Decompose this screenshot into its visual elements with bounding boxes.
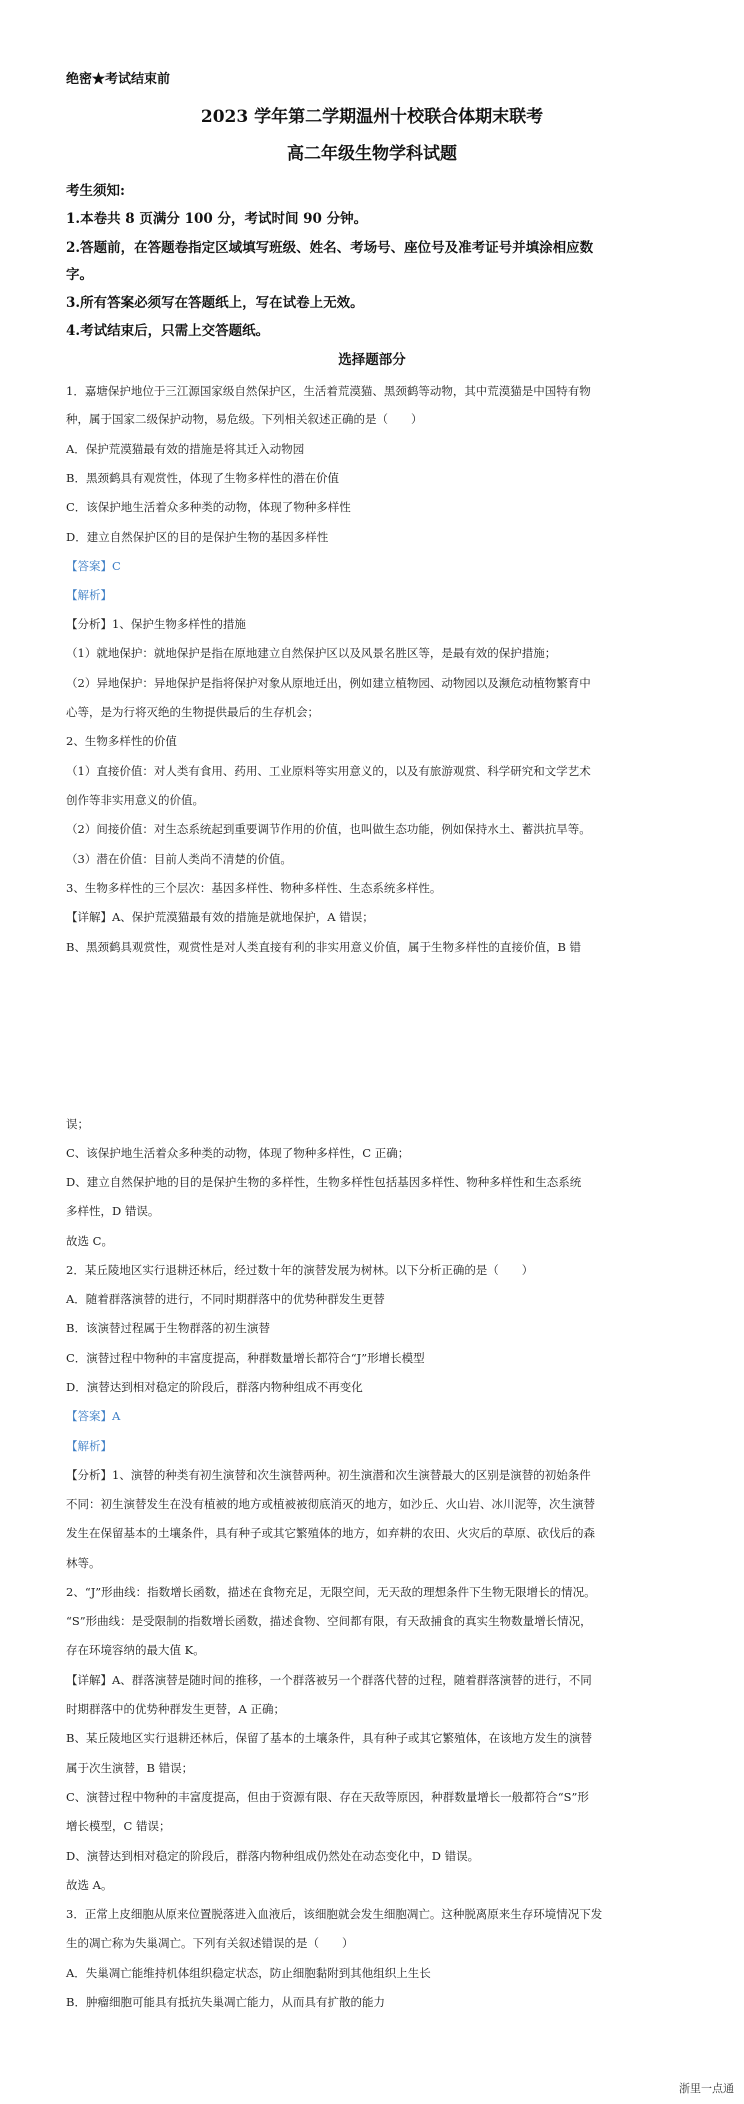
notice-item: 4.考试结束后，只需上交答题纸。 [66, 323, 270, 339]
analysis-text: 存在环境容纳的最大值 K。 [66, 1643, 205, 1657]
analysis-text: 林等。 [66, 1556, 101, 1570]
notice-item: 3.所有答案必须写在答题纸上，写在试卷上无效。 [66, 295, 364, 311]
analysis-text: （3）潜在价值：目前人类尚不清楚的价值。 [66, 852, 292, 866]
detail-text: 【详解】A、群落演替是随时间的推移，一个群落被另一个群落代替的过程，随着群落演替的进行，不同 [66, 1673, 592, 1687]
detail-text: B、某丘陵地区实行退耕还林后，保留了基本的土壤条件，具有种子或其它繁殖体，在该地方发生的演替 [66, 1731, 592, 1745]
analysis-text: 2、生物多样性的价值 [66, 734, 177, 748]
notice-heading: 考生须知: [66, 183, 125, 199]
exam-title: 2023 学年第二学期温州十校联合体期末联考 [200, 107, 544, 127]
analysis-text: （1）直接价值：对人类有食用、药用、工业原料等实用意义的，以及有旅游观赏、科学研究和文学艺术 [66, 764, 591, 778]
answer-label: 【答案】C [66, 559, 121, 573]
detail-text: B、黑颈鹤具观赏性，观赏性是对人类直接有利的非实用意义价值，属于生物多样性的直接价值，B 错 [66, 940, 582, 954]
detail-text: 多样性，D 错误。 [66, 1204, 160, 1218]
analysis-text: “S”形曲线：是受限制的指数增长函数，描述食物、空间都有限，有天敌捕食的真实生物数量增长情况， [66, 1614, 592, 1628]
exam-subtitle: 高二年级生物学科试题 [287, 144, 457, 164]
analysis-text: 【分析】1、演替的种类有初生演替和次生演替两种。初生演潜和次生演替最大的区别是演替的初始条件 [66, 1468, 591, 1482]
analysis-text: 3、生物多样性的三个层次：基因多样性、物种多样性、生态系统多样性。 [66, 881, 442, 895]
analysis-text: 心等，是为行将灭绝的生物提供最后的生存机会； [66, 705, 319, 719]
option-a: A．随着群落演替的进行，不同时期群落中的优势种群发生更替 [66, 1292, 385, 1306]
analysis-text: （2）异地保护：异地保护是指将保护对象从原地迁出，例如建立植物园、动物园以及濒危动植物繁育中 [66, 676, 591, 690]
question-stem: 2．某丘陵地区实行退耕还林后，经过数十年的演替发展为树林。以下分析正确的是（ ） [66, 1263, 534, 1277]
analysis-label: 【解析】 [66, 588, 112, 602]
option-a: A．保护荒漠猫最有效的措施是将其迁入动物园 [66, 442, 305, 456]
analysis-text: 不同：初生演替发生在没有植被的地方或植被被彻底消灭的地方，如沙丘、火山岩、冰川泥等，次生演替 [66, 1497, 595, 1511]
option-d: D．演替达到相对稳定的阶段后，群落内物种组成不再变化 [66, 1380, 363, 1394]
answer-label: 【答案】A [66, 1409, 121, 1423]
detail-text: 故选 C。 [66, 1234, 113, 1248]
analysis-text: 发生在保留基本的土壤条件，具有种子或其它繁殖体的地方，如弃耕的农田、火灾后的草原、砍伐后的森 [66, 1526, 595, 1540]
detail-text: C、该保护地生活着众多种类的动物，体现了物种多样性，C 正确； [66, 1146, 410, 1160]
option-b: B．该演替过程属于生物群落的初生演替 [66, 1321, 270, 1335]
option-b: B．肿瘤细胞可能具有抵抗失巢凋亡能力，从而具有扩散的能力 [66, 1995, 385, 2009]
option-c: C．演替过程中物种的丰富度提高，种群数量增长都符合“J”形增长模型 [66, 1351, 425, 1365]
question-stem: 生的凋亡称为失巢凋亡。下列有关叙述错误的是（ ） [66, 1936, 354, 1950]
analysis-text: 【分析】1、保护生物多样性的措施 [66, 617, 246, 631]
option-a: A．失巢凋亡能维持机体组织稳定状态，防止细胞黏附到其他组织上生长 [66, 1966, 431, 1980]
option-b: B．黑颈鹤具有观赏性，体现了生物多样性的潜在价值 [66, 471, 339, 485]
analysis-text: 创作等非实用意义的价值。 [66, 793, 204, 807]
notice-item: 字。 [66, 267, 93, 283]
footer-watermark: 浙里一点通 [679, 2082, 734, 2095]
option-d: D．建立自然保护区的目的是保护生物的基因多样性 [66, 530, 329, 544]
question-stem: 3．正常上皮细胞从原来位置脱落进入血液后，该细胞就会发生细胞凋亡。这种脱离原来生存环境情况下发 [66, 1907, 603, 1921]
analysis-text: 2、“J”形曲线：指数增长函数，描述在食物充足，无限空间，无天敌的理想条件下生物无限增长的情况。 [66, 1585, 596, 1599]
detail-text: D、演替达到相对稳定的阶段后，群落内物种组成仍然处在动态变化中，D 错误。 [66, 1849, 480, 1863]
analysis-text: （2）间接价值：对生态系统起到重要调节作用的价值，也叫做生态功能，例如保持水土、蓄洪抗旱等。 [66, 822, 591, 836]
detail-text: 【详解】A、保护荒漠猫最有效的措施是就地保护，A 错误； [66, 910, 374, 924]
option-c: C．该保护地生活着众多种类的动物，体现了物种多样性 [66, 500, 351, 514]
notice-item: 2.答题前，在答题卷指定区域填写班级、姓名、考场号、座位号及准考证号并填涂相应数 [66, 240, 594, 256]
analysis-text: （1）就地保护：就地保护是指在原地建立自然保护区以及风景名胜区等，是最有效的保护措施； [66, 646, 557, 660]
detail-text: 时期群落中的优势种群发生更替，A 正确； [66, 1702, 285, 1716]
section-title: 选择题部分 [338, 352, 406, 368]
detail-text: 增长模型，C 错误； [66, 1819, 171, 1833]
detail-text: 误； [66, 1117, 89, 1131]
detail-text: C、演替过程中物种的丰富度提高，但由于资源有限、存在天敌等原因，种群数量增长一般都符合“S”形 [66, 1790, 589, 1804]
analysis-label: 【解析】 [66, 1439, 112, 1453]
notice-item: 1.本卷共 8 页满分 100 分，考试时间 90 分钟。 [66, 211, 368, 227]
confidential-mark: 绝密★考试结束前 [66, 72, 171, 87]
question-stem: 种，属于国家二级保护动物，易危级。下列相关叙述正确的是（ ） [66, 412, 423, 426]
question-stem: 1．嘉塘保护地位于三江源国家级自然保护区，生活着荒漠猫、黑颈鹤等动物，其中荒漠猫是中国特有物 [66, 384, 591, 398]
detail-text: D、建立自然保护地的目的是保护生物的多样性，生物多样性包括基因多样性、物种多样性和生态系统 [66, 1175, 582, 1189]
detail-text: 故选 A。 [66, 1878, 113, 1892]
detail-text: 属于次生演替，B 错误； [66, 1761, 194, 1775]
